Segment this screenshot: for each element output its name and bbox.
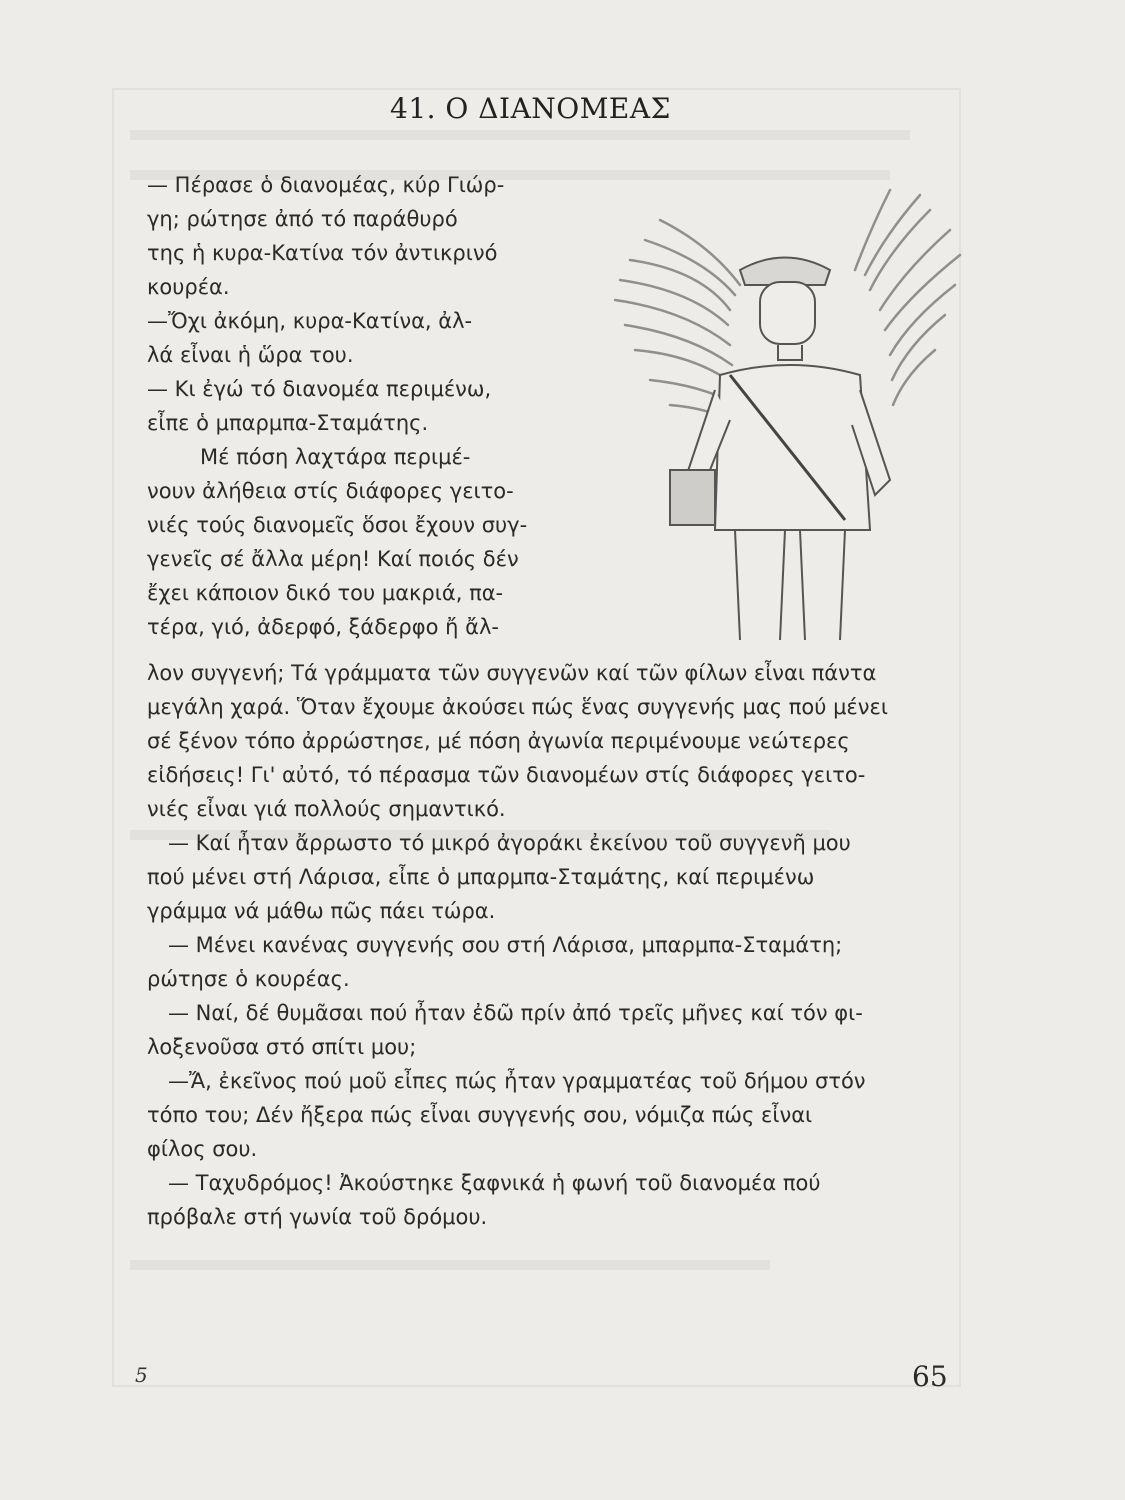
text-line: — Ταχυδρόμος! Ἀκούστηκε ξαφνικά ἡ φωνή τοῦ διανομέα πού (168, 1171, 821, 1195)
text-line: ἔχει κάποιον δικό του μακριά, πα- (147, 581, 504, 605)
bleed-through-line (130, 130, 910, 140)
bleed-through-line (130, 1260, 770, 1270)
text-line: — Καί ἦταν ἄρρωστο τό μικρό ἀγοράκι ἐκείνου τοῦ συγγενῆ μου (168, 831, 851, 855)
text-line: γράμμα νά μάθω πῶς πάει τώρα. (147, 899, 496, 923)
text-line: τόπο του; Δέν ἤξερα πώς εἶναι συγγενής σου, νόμιζα πώς εἶναι (147, 1103, 813, 1127)
text-line: — Κι ἐγώ τό διανομέα περιμένω, (147, 377, 492, 401)
postman-illustration (590, 150, 970, 650)
text-line: εἶπε ὁ μπαρμπα-Σταμάτης. (147, 411, 429, 435)
text-line: λον συγγενή; Τά γράμματα τῶν συγγενῶν καί τῶν φίλων εἶναι πάντα (147, 661, 877, 685)
text-line: πρόβαλε στή γωνία τοῦ δρόμου. (147, 1205, 488, 1229)
text-line: τέρα, γιό, ἀδερφό, ξάδερφο ἤ ἄλ- (147, 615, 499, 639)
text-line: λοξενοῦσα στό σπίτι μου; (147, 1035, 417, 1059)
text-line: της ἡ κυρα-Κατίνα τόν ἀντικρινό (147, 241, 498, 265)
text-line: γη; ρώτησε ἀπό τό παράθυρό (147, 207, 458, 231)
signature-mark: 5 (135, 1363, 148, 1387)
postman-figure (670, 258, 890, 641)
text-line: ρώτησε ὁ κουρέας. (147, 967, 350, 991)
chapter-title: 41. Ο ΔΙΑΝΟΜΕΑΣ (390, 92, 671, 125)
text-line: — Μένει κανένας συγγενής σου στή Λάρισα, μπαρμπα-Σταμάτη; (168, 933, 843, 957)
text-line: σέ ξένον τόπο ἀρρώστησε, μέ πόση ἀγωνία περιμένουμε νεώτερες (147, 729, 850, 753)
text-line: εἰδήσεις! Γι' αὐτό, τό πέρασμα τῶν διανομέων στίς διάφορες γειτο- (147, 763, 866, 787)
text-line: κουρέα. (147, 275, 230, 299)
text-line: νιές τούς διανομεῖς ὅσοι ἔχουν συγ- (147, 513, 528, 537)
text-line: πού μένει στή Λάρισα, εἶπε ὁ μπαρμπα-Σταμάτης, καί περιμένω (147, 865, 815, 889)
text-line: φίλος σου. (147, 1137, 258, 1161)
text-line: μεγάλη χαρά. Ὅταν ἔχουμε ἀκούσει πώς ἕνας συγγενής μας πού μένει (147, 695, 888, 719)
text-line: —Ὄχι ἀκόμη, κυρα-Κατίνα, ἀλ- (147, 309, 473, 333)
text-line: νουν ἀλήθεια στίς διάφορες γειτο- (147, 479, 514, 503)
text-line: Μέ πόση λαχτάρα περιμέ- (200, 445, 471, 469)
page-number: 65 (912, 1360, 948, 1393)
text-line: λά εἶναι ἡ ὥρα του. (147, 343, 354, 367)
text-line: γενεῖς σέ ἄλλα μέρη! Καί ποιός δέν (147, 547, 519, 571)
text-line: — Πέρασε ὁ διανομέας, κύρ Γιώρ- (147, 173, 505, 197)
text-line: νιές εἶναι γιά πολλούς σημαντικό. (147, 797, 506, 821)
text-line: — Ναί, δέ θυμᾶσαι πού ἦταν ἐδῶ πρίν ἀπό τρεῖς μῆνες καί τόν φι- (168, 1001, 863, 1025)
text-line: —Ἄ, ἐκεῖνος πού μοῦ εἶπες πώς ἦταν γραμματέας τοῦ δήμου στόν (168, 1069, 866, 1093)
